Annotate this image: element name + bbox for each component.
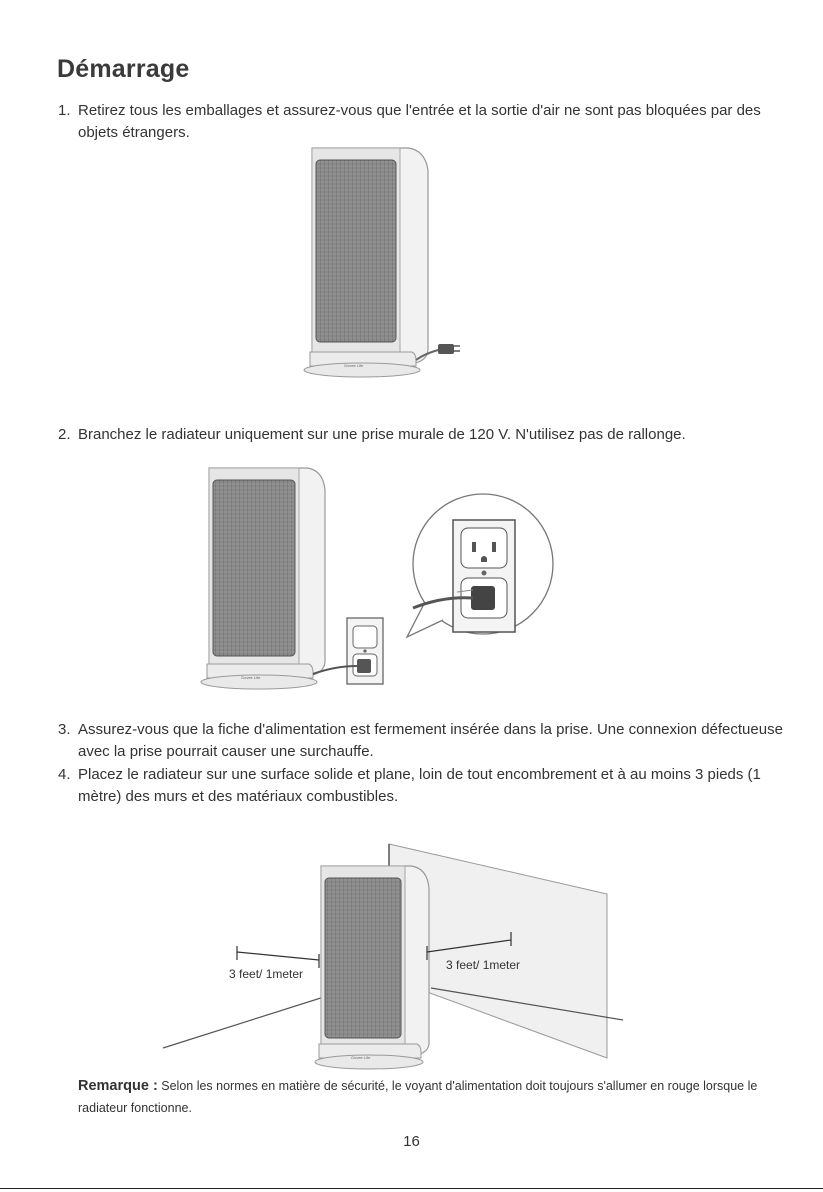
step-text: Retirez tous les emballages et assurez-vous que l'entrée et la sortie d'air ne sont pas bloquées par des objets étrangers. — [78, 102, 761, 141]
step-number: 3. — [58, 721, 71, 738]
step-text: Placez le radiateur sur une surface solide et plane, loin de tout encombrement et à au moins 3 pieds (1 mètre) des murs et des matériaux combustibles. — [78, 766, 761, 805]
step-2 — [58, 424, 798, 446]
step-text: Assurez-vous que la fiche d'alimentation est fermement insérée dans la prise. Une connexion défectueuse avec la prise pourrait causer une surchauffe. — [78, 721, 783, 760]
svg-text:Govee Life: Govee Life — [351, 1055, 371, 1060]
page-number: 16 — [403, 1133, 420, 1150]
step-1 — [58, 100, 788, 144]
bottom-rule — [0, 1188, 823, 1189]
heater-figure — [300, 140, 480, 380]
distance-label-left: 3 feet/ 1meter — [229, 967, 304, 981]
step-text: Branchez le radiateur uniquement sur une prise murale de 120 V. N'utilisez pas de rallonge. — [78, 426, 686, 443]
step-3 — [58, 719, 788, 763]
note-label: Remarque : — [78, 1078, 158, 1094]
note — [78, 1075, 768, 1119]
page-title: Démarrage — [57, 55, 190, 83]
step-number: 1. — [58, 102, 71, 119]
step-4 — [58, 764, 798, 808]
step-number: 4. — [58, 766, 71, 783]
note-text: Selon les normes en matière de sécurité, le voyant d'alimentation doit toujours s'allumer en rouge lorsque le radiateur fonctionne. — [78, 1079, 758, 1115]
distance-label-right: 3 feet/ 1meter — [446, 958, 521, 972]
outlet-figure — [195, 462, 575, 697]
svg-text:Govee Life: Govee Life — [344, 363, 364, 368]
svg-text:Govee Life: Govee Life — [241, 675, 261, 680]
step-number: 2. — [58, 426, 71, 443]
clearance-figure — [155, 838, 635, 1073]
